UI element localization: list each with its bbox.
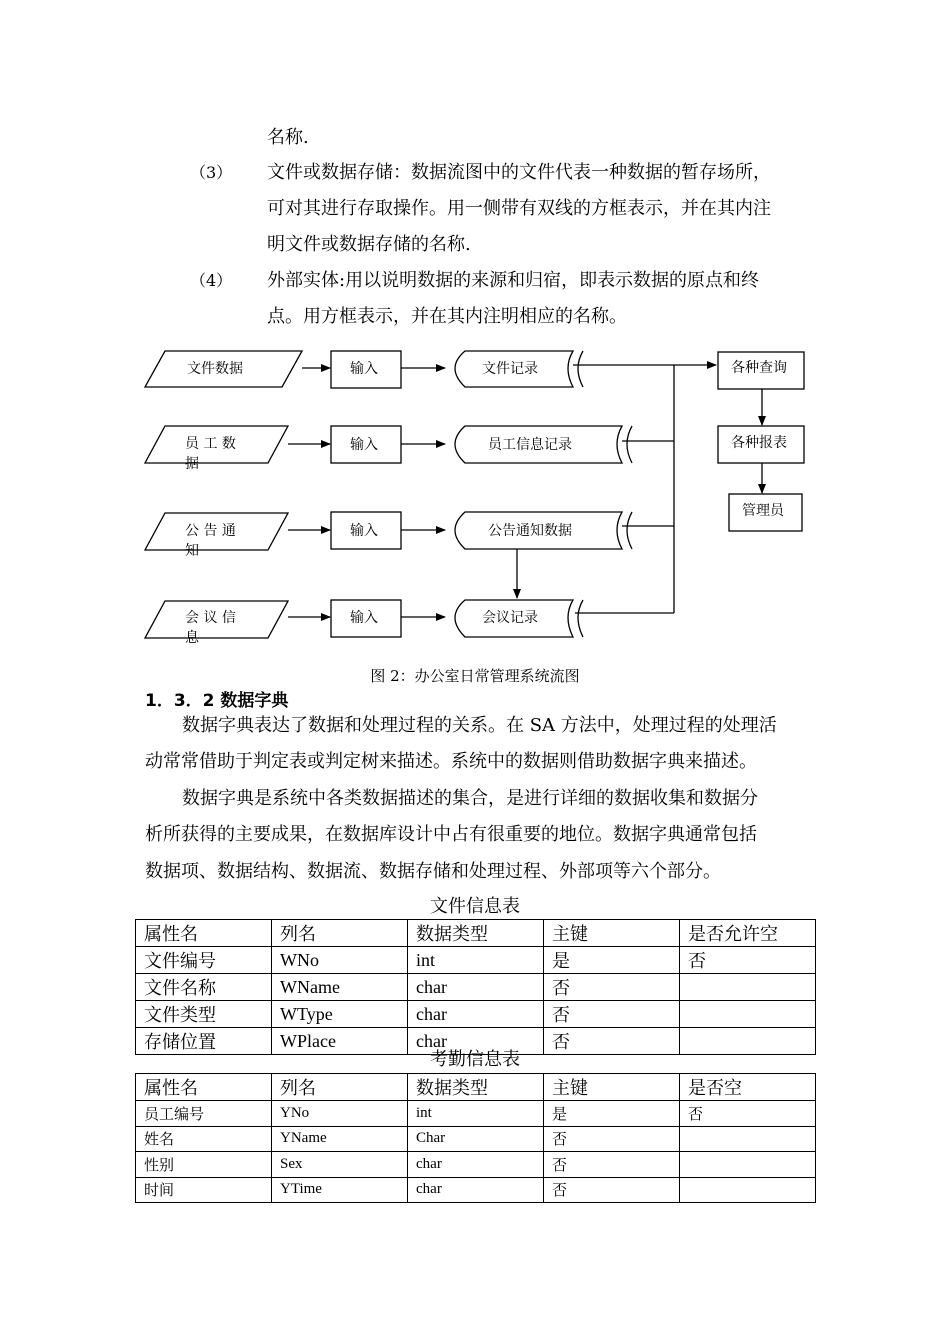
cell: char (408, 974, 544, 1001)
intro-line: 名称. (267, 127, 309, 148)
file-info-table (135, 919, 816, 1055)
cell: Char (408, 1126, 544, 1152)
header-cell: 列名 (272, 920, 408, 947)
cell: 否 (544, 1028, 680, 1055)
store-double-line (627, 426, 632, 463)
header-cell: 属性名 (136, 920, 272, 947)
intro-line: 点。用方框表示，并在其内注明相应的名称。 (267, 306, 627, 327)
intro-line: 外部实体:用以说明数据的来源和归宿，即表示数据的原点和终 (267, 270, 760, 291)
cell: char (408, 1177, 544, 1203)
paragraph-line: 动常常借助于判定表或判定树来描述。系统中的数据则借助数据字典来描述。 (145, 751, 757, 772)
table-row (136, 974, 816, 1001)
header-cell: 是否允许空 (680, 920, 816, 947)
cell: WPlace (272, 1028, 408, 1055)
cell: 性别 (136, 1152, 272, 1178)
cell: int (408, 1101, 544, 1127)
cell: 文件编号 (136, 947, 272, 974)
input-label: 据 (185, 456, 199, 472)
input-label: 息 (185, 630, 199, 646)
header-cell: 主键 (544, 1074, 680, 1101)
input-label: 公 告 通 (185, 523, 236, 539)
table-title: 考勤信息表 (430, 1049, 520, 1070)
cell: Sex (272, 1152, 408, 1178)
cell (680, 1177, 816, 1203)
cell: 否 (680, 947, 816, 974)
header-cell: 是否空 (680, 1074, 816, 1101)
store-label: 会议记录 (482, 610, 538, 626)
list-number: （4） (190, 271, 233, 290)
cell: 否 (544, 1152, 680, 1178)
table-row (136, 1001, 816, 1028)
cell: 否 (680, 1101, 816, 1127)
cell: 否 (544, 974, 680, 1001)
cell: WName (272, 974, 408, 1001)
figure-caption: 图 2：办公室日常管理系统流图 (370, 667, 580, 685)
store-double-line (627, 512, 632, 549)
cell: 姓名 (136, 1126, 272, 1152)
input-label: 会 议 信 (185, 610, 236, 626)
table-row (136, 1101, 816, 1127)
header-cell: 数据类型 (408, 1074, 544, 1101)
header-cell: 属性名 (136, 1074, 272, 1101)
cell (680, 974, 816, 1001)
intro-line: 文件或数据存储：数据流图中的文件代表一种数据的暂存场所， (267, 162, 771, 183)
paragraph-line: 数据项、数据结构、数据流、数据存储和处理过程、外部项等六个部分。 (145, 861, 721, 882)
cell: char (408, 1028, 544, 1055)
section-heading: 1．3．2 数据字典 (145, 691, 289, 711)
process-label: 输入 (350, 610, 378, 626)
cell: WType (272, 1001, 408, 1028)
table-header-row (136, 920, 816, 947)
input-label: 文件数据 (187, 361, 243, 377)
output-label: 各种报表 (731, 435, 787, 451)
cell: 否 (544, 1001, 680, 1028)
store-double-line (578, 351, 583, 387)
cell: 是 (544, 947, 680, 974)
input-label: 知 (185, 543, 199, 559)
paragraph-line: 析所获得的主要成果，在数据库设计中占有很重要的地位。数据字典通常包括 (145, 824, 757, 845)
output-label: 各种查询 (731, 360, 787, 376)
table-row (136, 1126, 816, 1152)
cell: 员工编号 (136, 1101, 272, 1127)
store-label: 文件记录 (482, 361, 538, 377)
attendance-table (135, 1073, 816, 1203)
cell (680, 1001, 816, 1028)
paragraph-line: 数据字典表达了数据和处理过程的关系。在 SA 方法中，处理过程的处理活 (182, 715, 777, 736)
cell: char (408, 1001, 544, 1028)
cell: YTime (272, 1177, 408, 1203)
store-label: 员工信息记录 (488, 437, 572, 453)
table-row (136, 1177, 816, 1203)
cell: YName (272, 1126, 408, 1152)
cell: WNo (272, 947, 408, 974)
table-header-row (136, 1074, 816, 1101)
cell: 否 (544, 1126, 680, 1152)
cell: 文件名称 (136, 974, 272, 1001)
cell: 文件类型 (136, 1001, 272, 1028)
table-row (136, 947, 816, 974)
input-label: 员 工 数 (185, 436, 236, 452)
process-label: 输入 (350, 523, 378, 539)
cell: char (408, 1152, 544, 1178)
process-label: 输入 (350, 437, 378, 453)
cell (680, 1126, 816, 1152)
cell: 是 (544, 1101, 680, 1127)
cell: int (408, 947, 544, 974)
store-label: 公告通知数据 (488, 523, 572, 539)
store-double-line (578, 600, 583, 637)
paragraph-line: 数据字典是系统中各类数据描述的集合，是进行详细的数据收集和数据分 (182, 788, 758, 809)
process-label: 输入 (350, 361, 378, 377)
intro-line: 可对其进行存取操作。用一侧带有双线的方框表示，并在其内注 (267, 198, 771, 219)
cell: 否 (544, 1177, 680, 1203)
flow-diagram (0, 340, 950, 660)
cell: 存储位置 (136, 1028, 272, 1055)
cell (680, 1152, 816, 1178)
table-title: 文件信息表 (430, 896, 520, 917)
list-number: （3） (190, 163, 233, 182)
intro-line: 明文件或数据存储的名称. (267, 234, 471, 255)
cell: 时间 (136, 1177, 272, 1203)
cell: YNo (272, 1101, 408, 1127)
output-label: 管理员 (742, 503, 784, 519)
table-row (136, 1152, 816, 1178)
header-cell: 数据类型 (408, 920, 544, 947)
header-cell: 列名 (272, 1074, 408, 1101)
header-cell: 主键 (544, 920, 680, 947)
